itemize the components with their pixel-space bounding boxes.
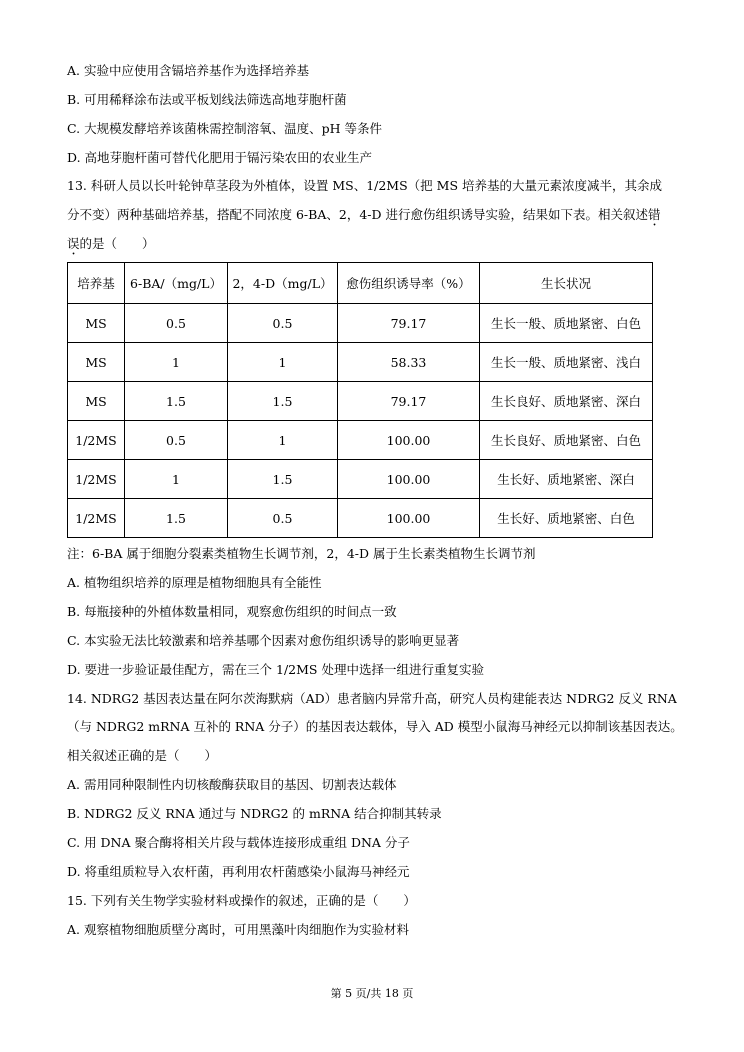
- table-cell: 1/2MS: [68, 499, 125, 538]
- table-row: [68, 421, 653, 460]
- header-cell: 2，4-D（mg/L）: [228, 263, 338, 304]
- table-cell: 100.00: [338, 460, 480, 499]
- q12-option-d: D. 高地芽胞杆菌可替代化肥用于镉污染农田的农业生产: [67, 150, 373, 165]
- q14-option-b: B. NDRG2 反义 RNA 通过与 NDRG2 的 mRNA 结合抑制其转录: [67, 806, 442, 821]
- table-cell: 1: [125, 460, 228, 499]
- q12-option-a: A. 实验中应使用含镉培养基作为选择培养基: [67, 63, 309, 78]
- header-cell: 培养基: [68, 263, 125, 304]
- table-cell: MS: [68, 343, 125, 382]
- table-cell: 生长良好、质地紧密、白色: [480, 421, 653, 460]
- q13-note: 注：6-BA 属于细胞分裂素类植物生长调节剂，2，4-D 属于生长素类植物生长调节剂: [67, 546, 536, 561]
- header-cell: 6-BA/（mg/L）: [125, 263, 228, 304]
- q13-stem-line3-text: 的是（ ）: [79, 236, 155, 251]
- q14-stem-line1: 14. NDRG2 基因表达量在阿尔茨海默病（AD）患者脑内异常升高，研究人员构建能表达 NDRG2 反义 RNA: [67, 691, 677, 706]
- page-footer: 第 5 页/共 18 页: [330, 987, 414, 1000]
- table-cell: 1.5: [228, 382, 338, 421]
- table-row: [68, 499, 653, 538]
- q13-results-table: [67, 262, 653, 538]
- q14-option-c: C. 用 DNA 聚合酶将相关片段与载体连接形成重组 DNA 分子: [67, 835, 410, 850]
- q14-stem-line3: 相关叙述正确的是（ ）: [67, 748, 218, 763]
- q13-emphasis-char: 误: [67, 236, 80, 251]
- table-cell: 0.5: [228, 304, 338, 343]
- q13-option-c: C. 本实验无法比较激素和培养基哪个因素对愈伤组织诱导的影响更显著: [67, 633, 460, 648]
- header-cell: 生长状况: [480, 263, 653, 304]
- table-cell: 生长良好、质地紧密、深白: [480, 382, 653, 421]
- q13-stem-line2-text: 分不变）两种基础培养基，搭配不同浓度 6-BA、2，4-D 进行愈伤组织诱导实验，结果如下表。相关叙述: [67, 207, 648, 222]
- q12-option-c: C. 大规模发酵培养该菌株需控制溶氧、温度、pH 等条件: [67, 121, 382, 136]
- table-cell: 1/2MS: [68, 460, 125, 499]
- q15-option-a: A. 观察植物细胞质壁分离时，可用黑藻叶肉细胞作为实验材料: [67, 922, 409, 937]
- table-cell: 79.17: [338, 304, 480, 343]
- table-cell: 58.33: [338, 343, 480, 382]
- table-cell: 0.5: [125, 421, 228, 460]
- table-row: [68, 460, 653, 499]
- table-cell: 1.5: [125, 382, 228, 421]
- q13-option-d: D. 要进一步验证最佳配方，需在三个 1/2MS 处理中选择一组进行重复实验: [67, 662, 484, 677]
- q13-stem-line1: 13. 科研人员以长叶轮钟草茎段为外植体，设置 MS、1/2MS（把 MS 培养基的大量元素浓度减半，其余成: [67, 178, 662, 193]
- q14-stem-line2: （与 NDRG2 mRNA 互补的 RNA 分子）的基因表达载体，导入 AD 模型小鼠海马神经元以抑制该基因表达。: [67, 719, 683, 734]
- table-row: [68, 382, 653, 421]
- table-cell: MS: [68, 382, 125, 421]
- header-cell: 愈伤组织诱导率（%）: [338, 263, 480, 304]
- table-cell: 生长好、质地紧密、白色: [480, 499, 653, 538]
- table-cell: 1: [228, 343, 338, 382]
- table-cell: 100.00: [338, 421, 480, 460]
- table-row: [68, 304, 653, 343]
- table-cell: 0.5: [228, 499, 338, 538]
- q15-stem: 15. 下列有关生物学实验材料或操作的叙述，正确的是（ ）: [67, 893, 416, 908]
- table-cell: 1: [228, 421, 338, 460]
- q13-option-b: B. 每瓶接种的外植体数量相同，观察愈伤组织的时间点一致: [67, 604, 397, 619]
- q13-emphasis-char: 错: [648, 207, 661, 222]
- q13-stem-line3: [67, 236, 155, 258]
- table-cell: 1.5: [125, 499, 228, 538]
- table-cell: 生长一般、质地紧密、浅白: [480, 343, 653, 382]
- table-row: [68, 343, 653, 382]
- table-cell: 生长好、质地紧密、深白: [480, 460, 653, 499]
- table-cell: MS: [68, 304, 125, 343]
- table-cell: 1: [125, 343, 228, 382]
- q14-option-a: A. 需用同种限制性内切核酸酶获取目的基因、切割表达载体: [67, 777, 397, 792]
- table-cell: 1/2MS: [68, 421, 125, 460]
- table-cell: 1.5: [228, 460, 338, 499]
- table-cell: 79.17: [338, 382, 480, 421]
- table-header-row: [68, 263, 653, 304]
- q14-option-d: D. 将重组质粒导入农杆菌，再利用农杆菌感染小鼠海马神经元: [67, 864, 410, 879]
- table-cell: 生长一般、质地紧密、白色: [480, 304, 653, 343]
- table-cell: 100.00: [338, 499, 480, 538]
- table-cell: 0.5: [125, 304, 228, 343]
- q13-option-a: A. 植物组织培养的原理是植物细胞具有全能性: [67, 575, 322, 590]
- q12-option-b: B. 可用稀释涂布法或平板划线法筛选高地芽胞杆菌: [67, 92, 347, 107]
- q13-stem-line2: [67, 207, 661, 229]
